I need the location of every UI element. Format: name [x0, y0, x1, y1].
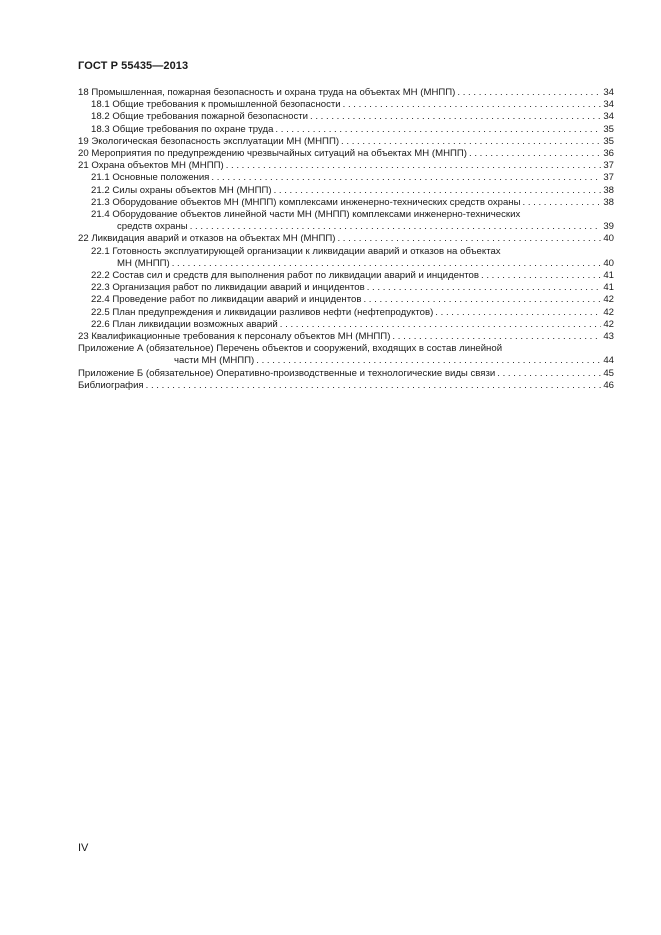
toc-page-number: 37	[603, 160, 614, 172]
toc-entry-title: Приложение Б (обязательное) Оперативно-производственные и технологические виды связи	[78, 367, 496, 379]
dot-leader	[211, 172, 601, 184]
dot-leader	[226, 160, 602, 172]
toc-entry-title: 22.3 Организация работ по ликвидации аварий и инцидентов	[91, 282, 365, 294]
toc-entry	[78, 355, 614, 367]
toc-entry-title-continued: МН (МНПП)	[117, 257, 170, 269]
toc-entry-title: 18 Промышленная, пожарная безопасность и охрана труда на объектах МН (МНПП)	[78, 87, 456, 98]
toc-entry-line	[78, 246, 614, 258]
toc-entry-title: 18.3 Общие требования по охране труда	[91, 123, 274, 135]
toc-entry-title: 22.6 План ликвидации возможных аварий	[91, 318, 278, 330]
toc-page-number: 37	[603, 172, 614, 184]
toc-entry-title: 21.3 Оборудование объектов МН (МНПП) комплексами инженерно-технических средств охраны	[91, 196, 521, 208]
toc-entry	[78, 160, 614, 172]
dot-leader	[367, 282, 602, 294]
toc-entry-title: 22.5 План предупреждения и ликвидации разливов нефти (нефтепродуктов)	[91, 306, 434, 318]
toc-entry	[78, 185, 614, 197]
toc-entry-line	[78, 209, 614, 221]
toc-entry-title: Библиография	[78, 379, 144, 391]
toc-entry-title: 23 Квалификационные требования к персоналу объектов МН (МНПП)	[78, 331, 391, 343]
toc-entry-title: 21.4 Оборудование объектов линейной части МН (МНПП) комплексами инженерно-технических	[91, 209, 521, 221]
toc-entry	[78, 99, 614, 111]
toc-page-number: 44	[603, 355, 614, 367]
toc-page-number: 34	[603, 111, 614, 123]
toc-page-number: 38	[603, 184, 614, 196]
dot-leader	[341, 136, 601, 148]
toc-entry-title: 22.2 Состав сил и средств для выполнения работ по ликвидации аварий и инцидентов	[91, 270, 479, 282]
dot-leader	[497, 368, 601, 380]
dot-leader	[274, 185, 602, 197]
toc-entry-title: 21.1 Основные положения	[91, 172, 210, 184]
toc-entry-title-continued: средств охраны	[117, 221, 188, 233]
toc-page-number: 41	[603, 270, 614, 282]
toc-entry-title: 21.2 Силы охраны объектов МН (МНПП)	[91, 184, 272, 196]
dot-leader	[435, 307, 601, 319]
page-number: IV	[78, 842, 89, 854]
dot-leader	[310, 111, 601, 123]
toc-page-number: 36	[603, 148, 614, 160]
dot-leader	[190, 221, 602, 233]
toc-entry	[78, 87, 614, 99]
dot-leader	[363, 294, 601, 306]
toc-page-number: 46	[603, 379, 614, 391]
toc-entry-title: 22.4 Проведение работ по ликвидации аварий и инцидентов	[91, 294, 362, 306]
dot-leader	[392, 331, 601, 343]
toc-entry-title: 20 Мероприятия по предупреждению чрезвычайных ситуаций на объектах МН (МНПП)	[78, 148, 467, 160]
dot-leader	[337, 233, 601, 245]
toc-entry	[78, 307, 614, 319]
toc-entry	[78, 270, 614, 282]
toc-entry	[78, 197, 614, 209]
toc-page-number: 34	[603, 99, 614, 111]
toc-entry	[78, 172, 614, 184]
dot-leader	[457, 87, 601, 99]
dot-leader	[522, 197, 601, 209]
toc-entry-title: 21 Охрана объектов МН (МНПП)	[78, 160, 224, 172]
toc-entry	[78, 148, 614, 160]
toc-entry-title: 19 Экологическая безопасность эксплуатации МН (МНПП)	[78, 135, 340, 147]
dot-leader	[280, 319, 602, 331]
document-header: ГОСТ Р 55435—2013	[78, 60, 189, 72]
dot-leader	[256, 355, 601, 367]
toc-page-number: 35	[603, 123, 614, 135]
dot-leader	[146, 380, 602, 392]
toc-entry	[78, 380, 614, 392]
dot-leader	[172, 258, 602, 270]
toc-page-number: 35	[603, 135, 614, 147]
toc-page-number: 43	[603, 331, 614, 343]
dot-leader	[343, 99, 602, 111]
toc-entry	[78, 111, 614, 123]
dot-leader	[469, 148, 601, 160]
toc-page-number: 34	[603, 87, 614, 98]
toc-entry-title: 22.1 Готовность эксплуатирующей организации к ликвидации аварий и отказов на объектах	[91, 245, 501, 257]
toc-entry-title: 18.2 Общие требования пожарной безопасности	[91, 111, 308, 123]
toc-entry	[78, 221, 614, 233]
toc-entry-title: 18.1 Общие требования к промышленной безопасности	[91, 99, 341, 111]
toc-page-number: 42	[603, 306, 614, 318]
toc-entry	[78, 124, 614, 136]
toc-entry	[78, 368, 614, 380]
toc-entry	[78, 258, 614, 270]
toc-page-number: 39	[603, 221, 614, 233]
dot-leader	[481, 270, 601, 282]
toc-entry-title: 22 Ликвидация аварий и отказов на объектах МН (МНПП)	[78, 233, 336, 245]
toc-entry-line	[78, 343, 614, 355]
toc-entry	[78, 319, 614, 331]
toc-page-number: 40	[603, 233, 614, 245]
toc-entry	[78, 282, 614, 294]
toc-page-number: 40	[603, 257, 614, 269]
toc-page-number: 45	[603, 367, 614, 379]
dot-leader	[275, 124, 601, 136]
toc-page-number: 41	[603, 282, 614, 294]
toc-entry	[78, 136, 614, 148]
toc-entry	[78, 331, 614, 343]
toc-entry-title: Приложение А (обязательное) Перечень объектов и сооружений, входящих в состав линейной	[78, 343, 503, 355]
toc-page-number: 42	[603, 318, 614, 330]
toc-page-number: 42	[603, 294, 614, 306]
toc-entry	[78, 294, 614, 306]
toc-entry	[78, 233, 614, 245]
table-of-contents	[78, 87, 614, 392]
toc-entry-title-continued: части МН (МНПП)	[174, 355, 255, 367]
toc-page-number: 38	[603, 196, 614, 208]
